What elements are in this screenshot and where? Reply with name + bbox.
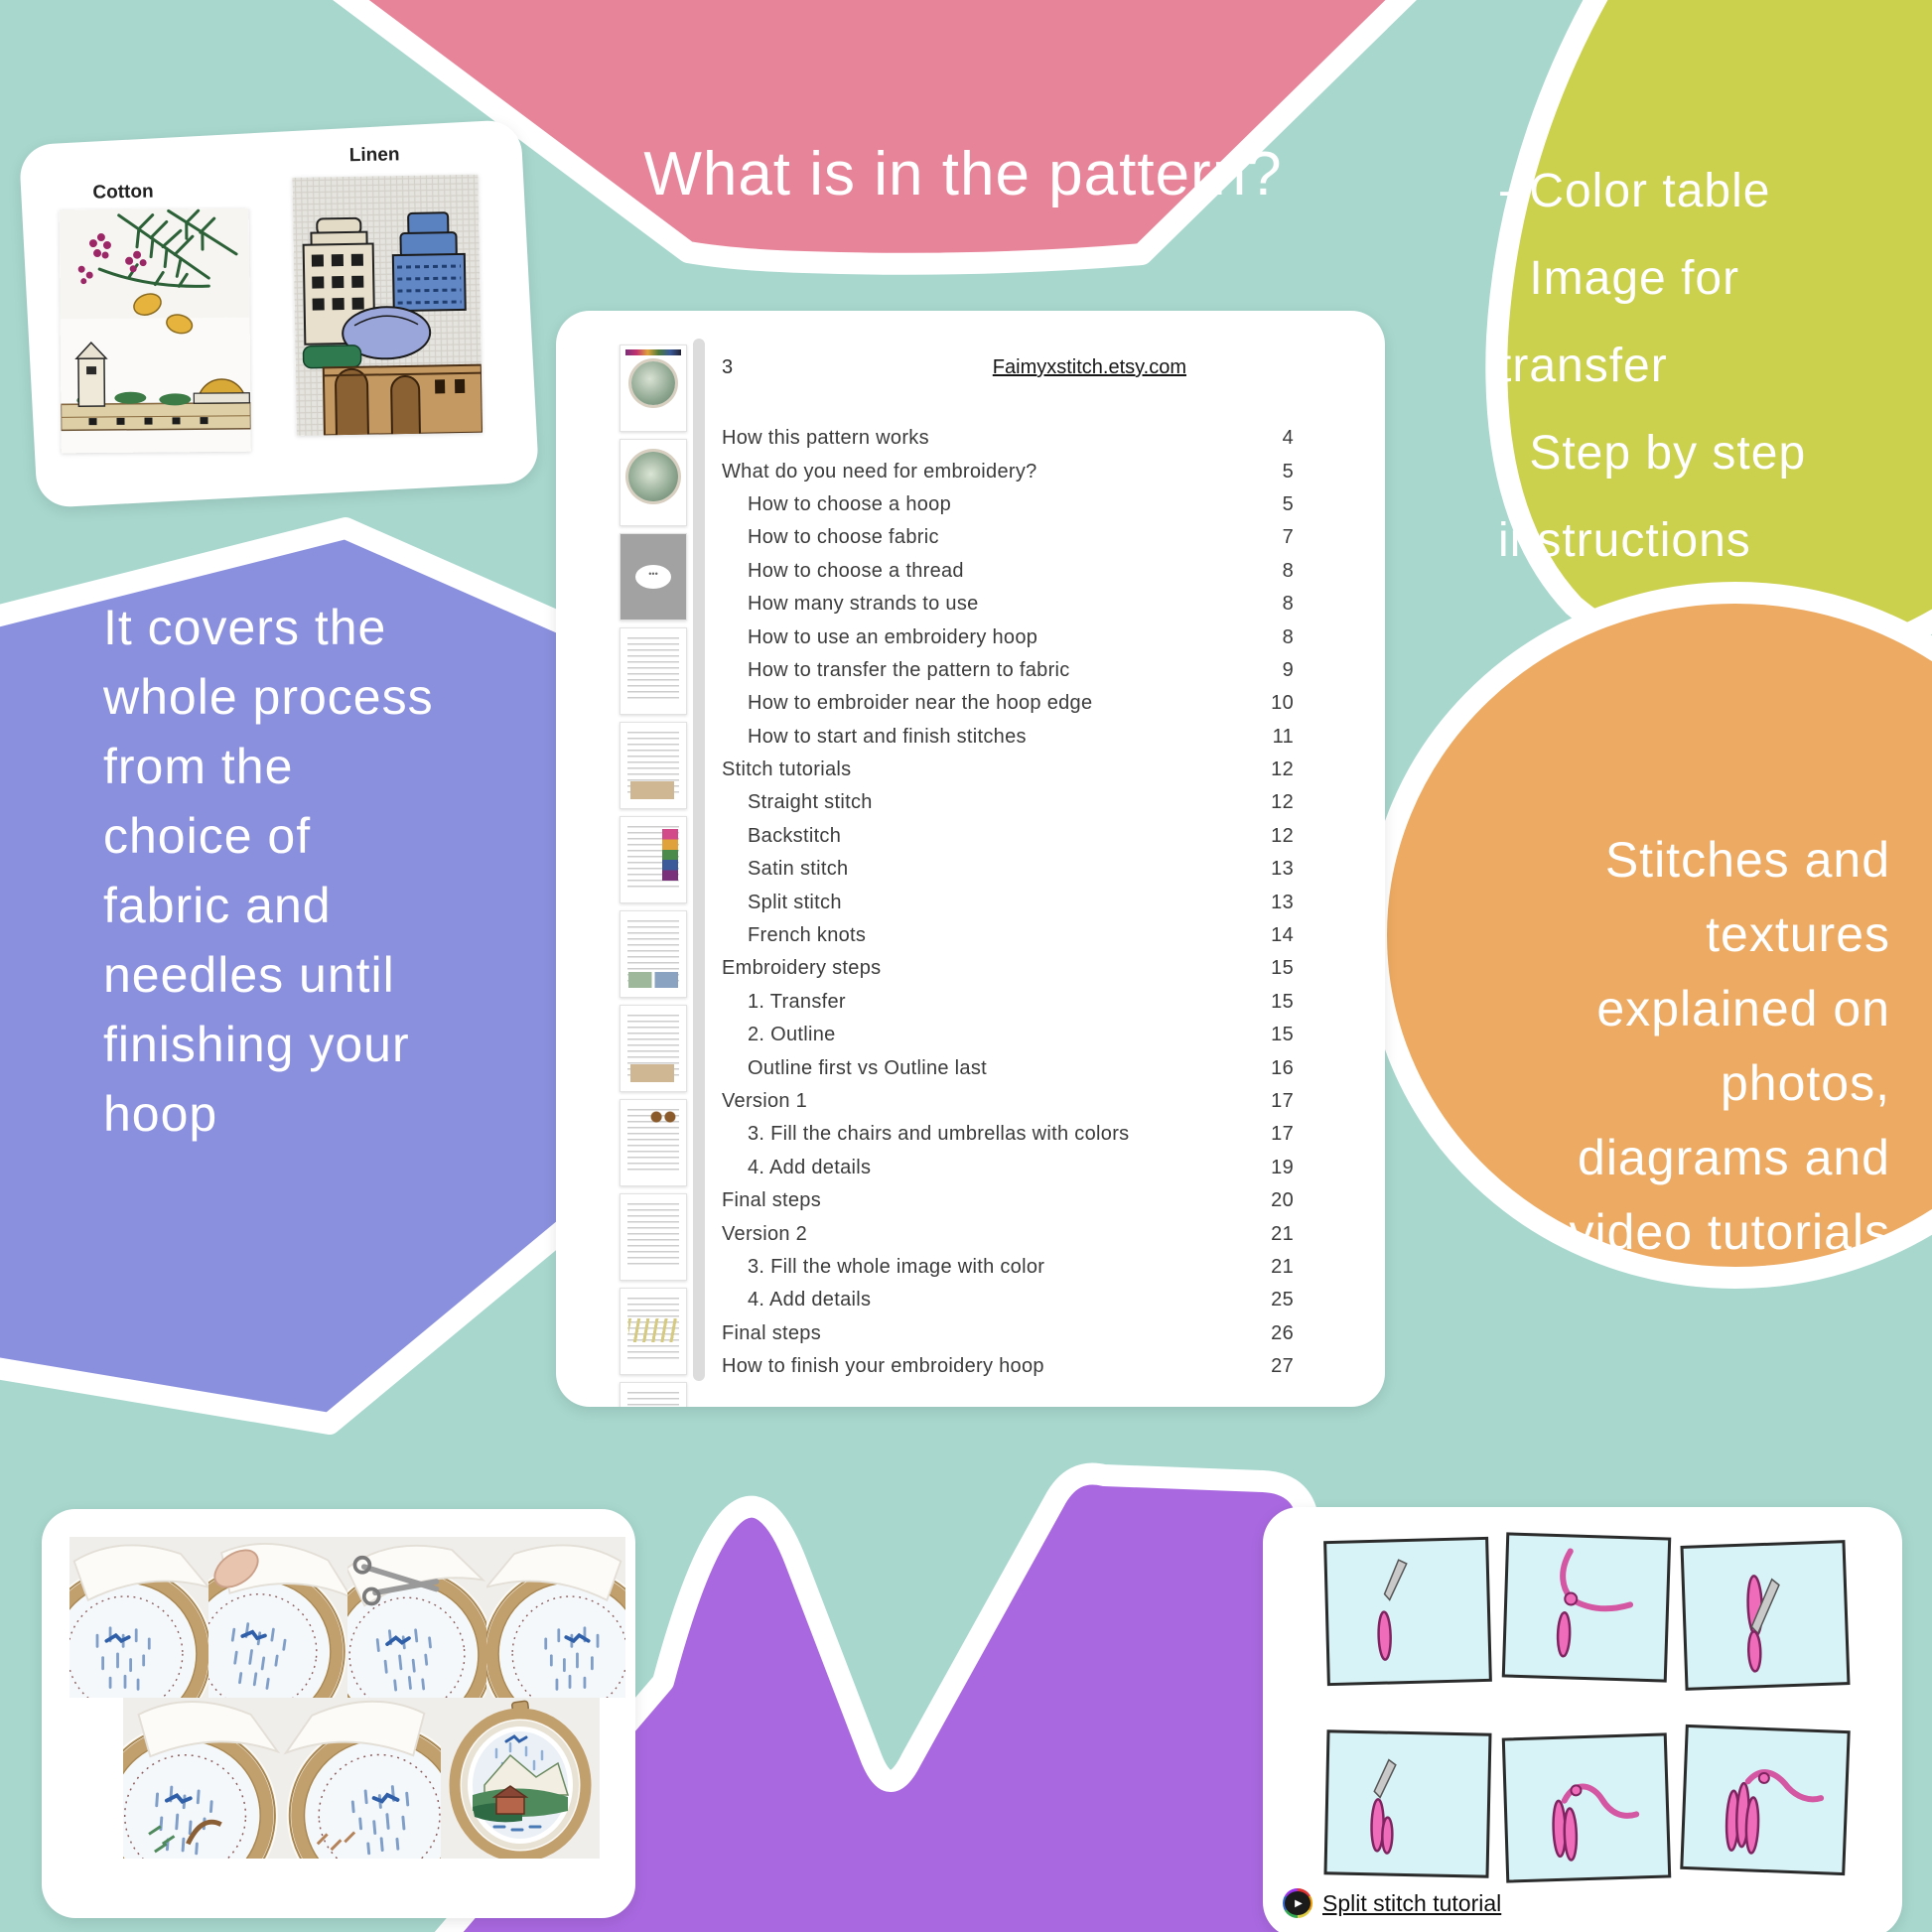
page-thumbnail[interactable] <box>620 1005 687 1092</box>
process-line: needles until <box>103 947 395 1003</box>
toc-entry-page: 7 <box>1282 526 1294 549</box>
toc-entry-label: How to use an embroidery hoop <box>748 625 1038 648</box>
toc-row[interactable] <box>722 488 1294 521</box>
toc-entry-label: How many strands to use <box>748 593 979 616</box>
toc-row[interactable] <box>722 621 1294 653</box>
features-line: - Image for <box>1498 252 1740 305</box>
toc-entry-page: 9 <box>1282 658 1294 681</box>
shop-link[interactable]: Faimyxstitch.etsy.com <box>992 356 1186 378</box>
toc-entry-page: 17 <box>1271 1123 1294 1146</box>
toc-row[interactable] <box>722 1350 1294 1383</box>
toc-entry-page: 21 <box>1271 1222 1294 1245</box>
toc-entry-page: 4 <box>1282 427 1294 450</box>
linen-sample-photo <box>292 175 483 436</box>
toc-entry-label: How to transfer the pattern to fabric <box>748 658 1070 681</box>
toc-entry-label: How to finish your embroidery hoop <box>722 1355 1044 1378</box>
stitches-line: Stitches and <box>1604 832 1890 888</box>
stitches-line: video tutorials <box>1569 1204 1890 1260</box>
tutorial-link-label[interactable]: Split stitch tutorial <box>1322 1889 1502 1916</box>
toc-entry-page: 21 <box>1271 1255 1294 1278</box>
page-thumbnail[interactable] <box>620 345 687 432</box>
process-photo <box>282 1698 441 1859</box>
toc-row[interactable] <box>722 455 1294 487</box>
stitches-line: explained on <box>1596 981 1890 1036</box>
page-thumbnail[interactable] <box>620 533 687 621</box>
toc-entry-page: 25 <box>1271 1289 1294 1311</box>
toc-entry-page: 12 <box>1271 759 1294 781</box>
split-stitch-tutorial-link[interactable] <box>1283 1888 1501 1918</box>
toc-entry-label: Straight stitch <box>748 791 873 814</box>
toc-entry-label: Embroidery steps <box>722 957 882 980</box>
toc-entry-label: 4. Add details <box>748 1156 872 1178</box>
toc-row[interactable] <box>722 1152 1294 1184</box>
toc-row[interactable] <box>722 687 1294 720</box>
toc-entry-page: 13 <box>1271 891 1294 913</box>
banner-title: What is in the pattern? <box>643 140 1283 208</box>
stitch-step-5 <box>1502 1732 1672 1882</box>
process-photo <box>208 1537 347 1698</box>
toc-entry-label: 1. Transfer <box>748 990 846 1013</box>
process-photo <box>69 1537 208 1698</box>
page-thumbnail[interactable] <box>620 722 687 809</box>
stitch-tutorial-card <box>1263 1507 1902 1932</box>
toc-entry-label: 3. Fill the whole image with color <box>748 1255 1045 1278</box>
linen-embroidery-art <box>292 175 483 436</box>
process-line: It covers the <box>103 600 387 655</box>
toc-entry-label: Version 2 <box>722 1222 808 1245</box>
toc-entry-page: 5 <box>1282 492 1294 515</box>
process-line: from the <box>103 739 294 794</box>
toc-entry-label: Split stitch <box>748 891 842 913</box>
toc-entry-page: 5 <box>1282 460 1294 483</box>
stitches-line: textures <box>1706 906 1890 962</box>
cotton-sample-photo <box>60 208 251 454</box>
toc-row[interactable] <box>722 853 1294 886</box>
toc-row[interactable] <box>722 786 1294 819</box>
process-photo <box>123 1698 282 1859</box>
toc-row[interactable] <box>722 820 1294 853</box>
toc-entry-label: How to start and finish stitches <box>748 725 1027 748</box>
toc-row[interactable] <box>722 1019 1294 1051</box>
video-play-icon[interactable]: ▶ <box>1283 1888 1312 1918</box>
toc-entry-page: 8 <box>1282 559 1294 582</box>
toc-entry-label: 3. Fill the chairs and umbrellas with colors <box>748 1123 1130 1146</box>
toc-row[interactable] <box>722 886 1294 918</box>
toc-entry-label: Final steps <box>722 1189 822 1212</box>
stitches-line: photos, <box>1720 1055 1890 1111</box>
page-thumbnail[interactable] <box>620 627 687 715</box>
stitch-step-3 <box>1681 1540 1851 1691</box>
toc-entry-page: 19 <box>1271 1156 1294 1178</box>
toc-row[interactable] <box>722 1217 1294 1250</box>
features-line: transfer <box>1498 340 1668 392</box>
process-line: finishing your <box>103 1017 410 1072</box>
stitch-step-1 <box>1323 1537 1492 1686</box>
toc-entry-label: How to choose a thread <box>748 559 964 582</box>
toc-entry-label: Final steps <box>722 1321 822 1344</box>
stitches-note <box>1570 823 1891 1270</box>
features-line: - Color table <box>1498 165 1771 217</box>
toc-row[interactable] <box>722 1051 1294 1084</box>
cotton-label: Cotton <box>92 181 154 204</box>
toc-row[interactable] <box>722 588 1294 621</box>
toc-row[interactable] <box>722 521 1294 554</box>
process-line: choice of <box>103 808 312 864</box>
toc-entry-page: 12 <box>1271 824 1294 847</box>
finished-hoop-photo <box>441 1698 600 1859</box>
toc-entry-page: 13 <box>1271 858 1294 881</box>
toc-entry-label: How to choose fabric <box>748 526 939 549</box>
toc-row[interactable] <box>722 1284 1294 1316</box>
toc-row[interactable] <box>722 1317 1294 1350</box>
toc-entry-label: Version 1 <box>722 1090 808 1112</box>
page-thumbnail[interactable] <box>620 910 687 998</box>
toc-entry-page: 15 <box>1271 957 1294 980</box>
toc-entry-page: 17 <box>1271 1090 1294 1112</box>
toc-row[interactable] <box>722 919 1294 952</box>
page-thumbnail[interactable] <box>620 816 687 903</box>
stitch-step-4 <box>1323 1729 1491 1877</box>
fabric-samples-card <box>19 119 539 508</box>
hoop-process-card <box>42 1509 635 1918</box>
page-thumbnail[interactable] <box>620 1099 687 1186</box>
stitch-step-2 <box>1502 1532 1672 1682</box>
sidebar-scrollbar[interactable] <box>693 339 705 1381</box>
toc-row[interactable] <box>722 555 1294 588</box>
features-line: - Step by step <box>1498 427 1807 480</box>
toc-entry-label: Backstitch <box>748 824 842 847</box>
toc-entry-label: How to choose a hoop <box>748 492 952 515</box>
toc-entry-page: 12 <box>1271 791 1294 814</box>
toc-row[interactable] <box>722 1184 1294 1217</box>
toc-entry-page: 27 <box>1271 1355 1294 1378</box>
toc-entry-label: 2. Outline <box>748 1024 836 1046</box>
toc-entry-label: How this pattern works <box>722 427 929 450</box>
features-line: instructions <box>1498 514 1751 567</box>
toc-row[interactable] <box>722 754 1294 786</box>
toc-entry-page: 16 <box>1271 1056 1294 1079</box>
page-thumbnail[interactable] <box>620 1382 687 1407</box>
toc-row[interactable] <box>722 1251 1294 1284</box>
needle-icon <box>1374 1759 1396 1797</box>
toc-row[interactable] <box>722 422 1294 455</box>
toc-row[interactable] <box>722 721 1294 754</box>
toc-entry-label: How to embroider near the hoop edge <box>748 692 1093 715</box>
toc-entry-label: Satin stitch <box>748 858 849 881</box>
page-number: 3 <box>722 356 734 378</box>
toc-entry-page: 10 <box>1271 692 1294 715</box>
process-note <box>103 593 434 1149</box>
stitches-line: diagrams and <box>1578 1130 1890 1185</box>
toc-list <box>722 422 1294 1383</box>
features-list <box>1498 148 1806 585</box>
page-thumbnail[interactable] <box>620 1288 687 1375</box>
linen-label: Linen <box>348 144 400 167</box>
toc-entry-page: 14 <box>1271 924 1294 947</box>
toc-entry-label: 4. Add details <box>748 1289 872 1311</box>
toc-entry-page: 15 <box>1271 990 1294 1013</box>
toc-entry-label: Outline first vs Outline last <box>748 1056 988 1079</box>
process-line: whole process <box>103 669 434 725</box>
thumbnail-sidebar <box>620 345 687 1407</box>
page-thumbnail[interactable] <box>620 439 687 526</box>
needle-icon <box>1384 1560 1408 1600</box>
toc-row[interactable] <box>722 654 1294 687</box>
toc-entry-page: 8 <box>1282 625 1294 648</box>
toc-row[interactable] <box>722 1085 1294 1118</box>
toc-entry-page: 26 <box>1271 1321 1294 1344</box>
toc-row[interactable] <box>722 986 1294 1019</box>
process-photo <box>347 1537 486 1698</box>
process-line: fabric and <box>103 878 332 933</box>
stitch-step-6 <box>1680 1725 1850 1875</box>
toc-entry-page: 8 <box>1282 593 1294 616</box>
pdf-viewer-card <box>556 311 1385 1407</box>
toc-row[interactable] <box>722 952 1294 985</box>
process-line: hoop <box>103 1086 218 1142</box>
toc-entry-page: 20 <box>1271 1189 1294 1212</box>
page-thumbnail[interactable] <box>620 1193 687 1281</box>
cotton-embroidery-art <box>60 208 251 454</box>
toc-entry-label: French knots <box>748 924 867 947</box>
toc-entry-page: 11 <box>1272 725 1294 748</box>
toc-row[interactable] <box>722 1118 1294 1151</box>
toc-entry-page: 15 <box>1271 1024 1294 1046</box>
toc-entry-label: Stitch tutorials <box>722 759 852 781</box>
process-photo <box>486 1537 625 1698</box>
toc-entry-label: What do you need for embroidery? <box>722 460 1037 483</box>
